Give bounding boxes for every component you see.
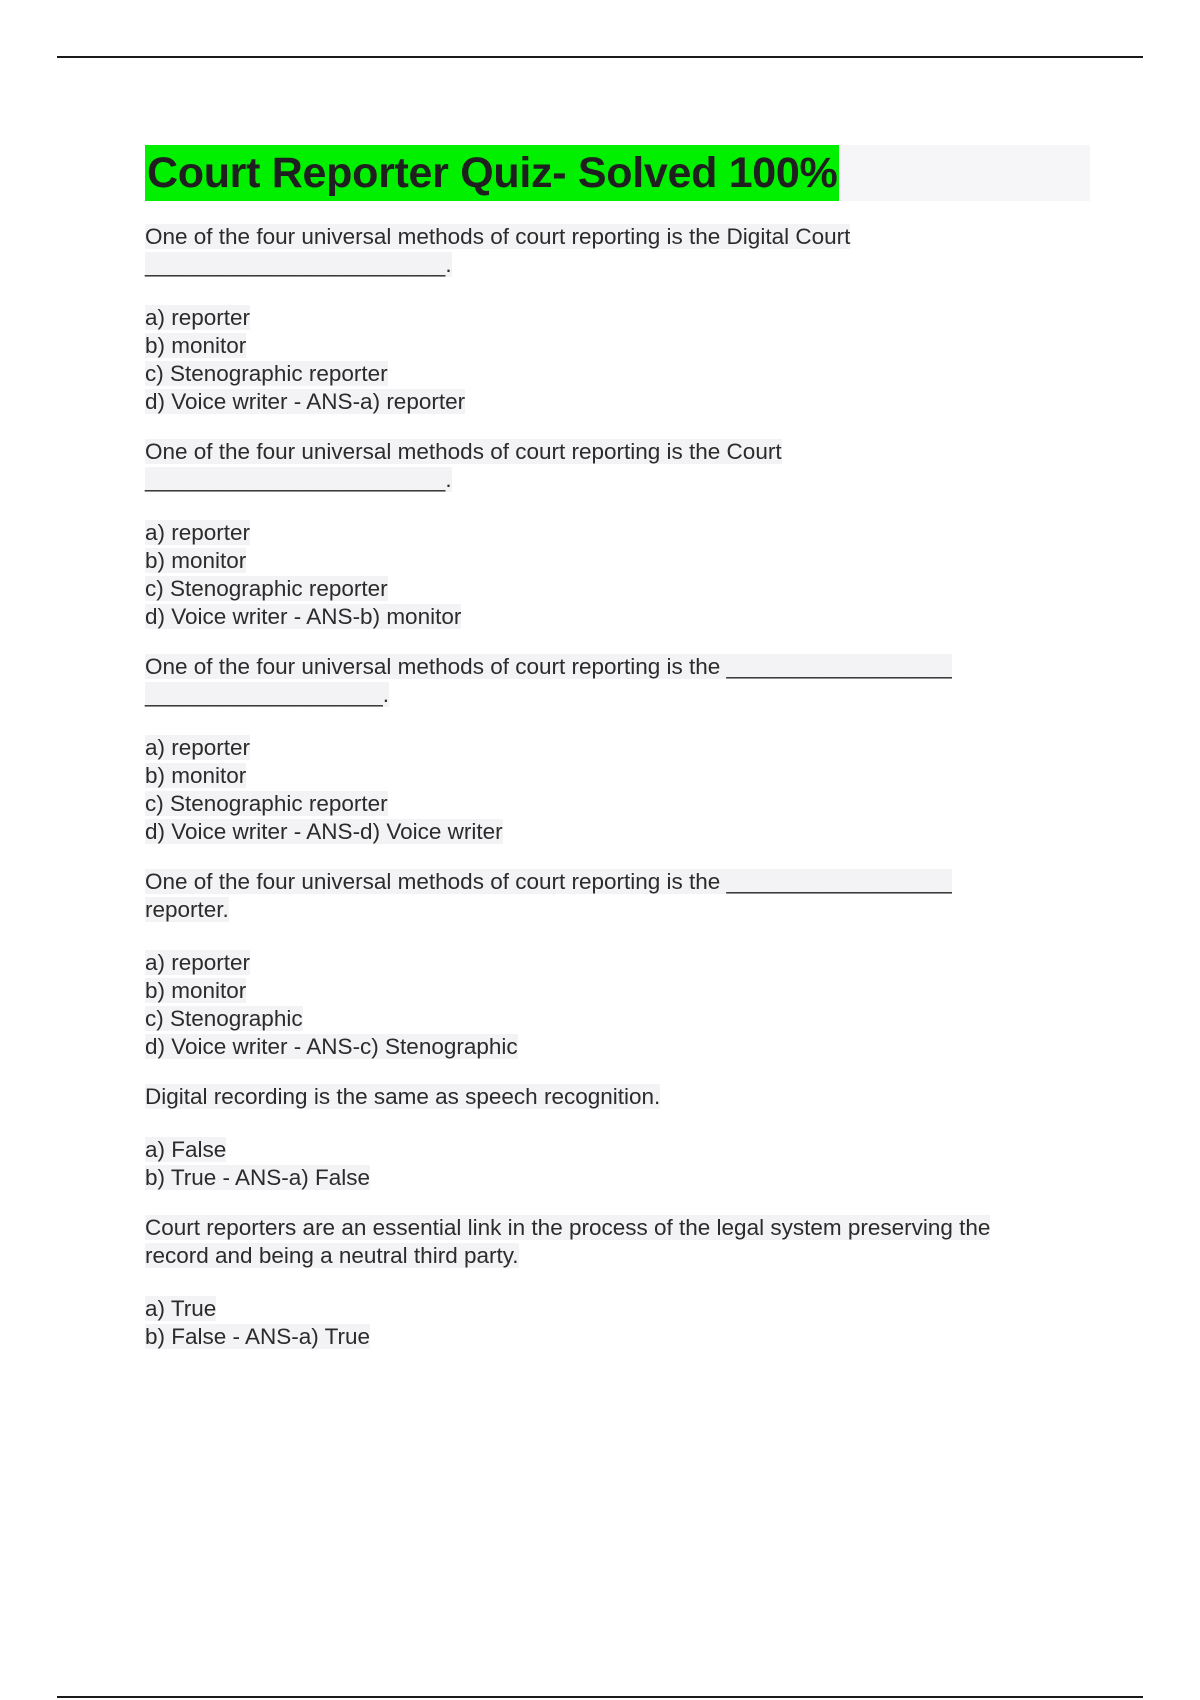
question-text: One of the four universal methods of court reporting is the __________________ ___________________. [145, 654, 952, 707]
option-a: a) True [145, 1296, 217, 1321]
question-1 [145, 223, 1090, 416]
answer-options [145, 734, 1090, 846]
question-4 [145, 868, 1090, 1061]
option-b: b) monitor [145, 548, 247, 573]
answer-options [145, 519, 1090, 631]
option-d-answer: d) Voice writer - ANS-a) reporter [145, 389, 466, 414]
question-2 [145, 438, 1090, 631]
question-5 [145, 1083, 1090, 1192]
option-d-answer: d) Voice writer - ANS-d) Voice writer [145, 819, 503, 844]
option-b-answer: b) False - ANS-a) True [145, 1324, 371, 1349]
question-3 [145, 653, 1090, 846]
option-b-answer: b) True - ANS-a) False [145, 1165, 371, 1190]
top-rule [57, 56, 1143, 58]
option-d-answer: d) Voice writer - ANS-b) monitor [145, 604, 462, 629]
option-a: a) False [145, 1137, 227, 1162]
question-text: One of the four universal methods of court reporting is the Digital Court ________________________. [145, 224, 851, 277]
option-a: a) reporter [145, 735, 251, 760]
title-band [145, 145, 1090, 201]
document-body [145, 145, 1090, 1351]
answer-options [145, 1295, 1090, 1351]
bottom-rule [57, 1696, 1143, 1698]
option-b: b) monitor [145, 978, 247, 1003]
option-c: c) Stenographic [145, 1006, 303, 1031]
question-6 [145, 1214, 1090, 1351]
option-d-answer: d) Voice writer - ANS-c) Stenographic [145, 1034, 518, 1059]
option-b: b) monitor [145, 763, 247, 788]
question-text: Digital recording is the same as speech recognition. [145, 1084, 661, 1109]
question-text: One of the four universal methods of court reporting is the Court ________________________. [145, 439, 782, 492]
question-text: Court reporters are an essential link in the process of the legal system preserving the record and being a neutral third party. [145, 1215, 991, 1268]
question-text: One of the four universal methods of court reporting is the __________________ reporter. [145, 869, 952, 922]
answer-options [145, 949, 1090, 1061]
option-c: c) Stenographic reporter [145, 361, 388, 386]
document-title: Court Reporter Quiz- Solved 100% [145, 145, 839, 201]
option-c: c) Stenographic reporter [145, 576, 388, 601]
option-a: a) reporter [145, 305, 251, 330]
option-a: a) reporter [145, 950, 251, 975]
option-b: b) monitor [145, 333, 247, 358]
option-a: a) reporter [145, 520, 251, 545]
answer-options [145, 304, 1090, 416]
answer-options [145, 1136, 1090, 1192]
option-c: c) Stenographic reporter [145, 791, 388, 816]
